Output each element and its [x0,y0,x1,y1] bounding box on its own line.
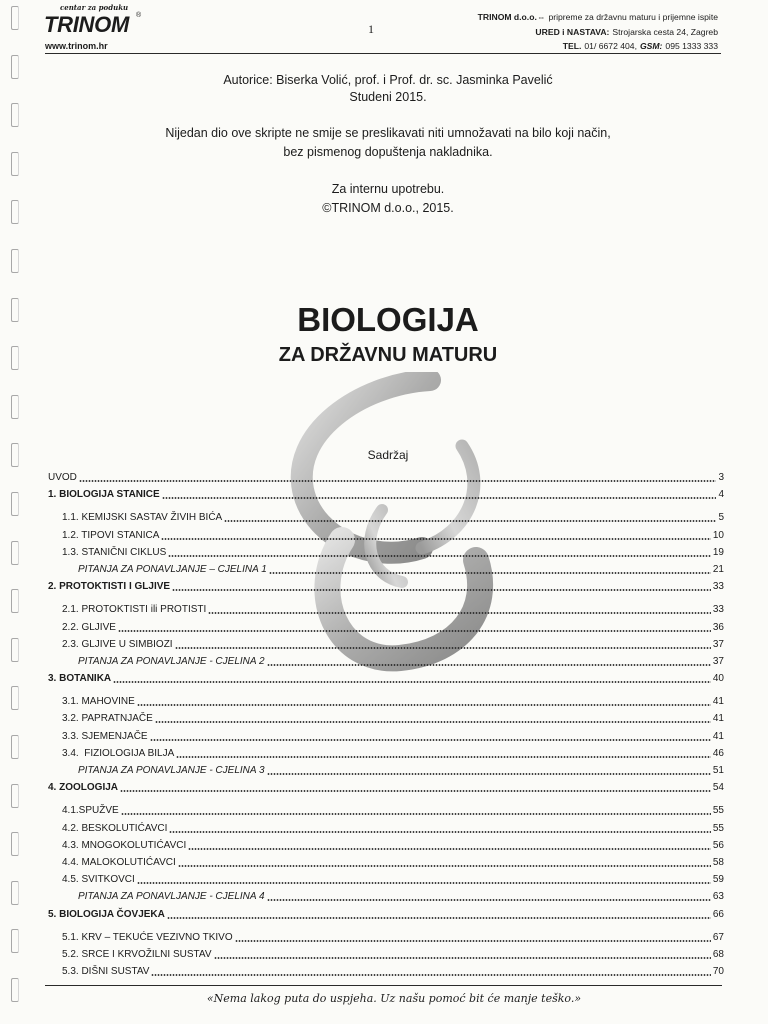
toc-chapter-5 [48,906,724,923]
company-info-line-2 [478,25,718,40]
dot-leader [208,601,711,618]
toc-chapter-1 [48,486,724,503]
copyright-notice-line-1: Nijedan dio ove skripte ne smije se preslikavati niti umnožavati na bilo koji način, [165,126,611,140]
tel-number: 01/ 6672 404, [584,41,637,51]
toc-section-3-1 [48,693,724,710]
toc-section-5-1 [48,929,724,946]
dot-leader [155,710,711,727]
toc-entry-page: 59 [712,874,724,886]
dot-leader [150,728,711,745]
toc-entry-page: 46 [712,747,724,759]
dot-leader [267,762,711,779]
registered-mark: ® [136,12,142,19]
toc-review-3 [48,762,724,779]
binding-hole [11,638,19,662]
toc-entry-label: 3. BOTANIKA [48,673,112,685]
toc-section-3-2 [48,710,724,727]
dot-leader [137,871,711,888]
toc-section-3-4 [48,745,724,762]
binding-hole [11,881,19,905]
toc-entry-label: 1.2. TIPOVI STANICA [62,529,160,541]
toc-section-2-2 [48,619,724,636]
dot-leader [167,906,711,923]
document-title: BIOLOGIJA [297,301,479,338]
trinom-logo [0,0,160,54]
toc-entry-label: 1. BIOLOGIJA STANICE [48,489,160,501]
toc-entry-page: 58 [712,856,724,868]
toc-section-2-1 [48,601,724,618]
toc-entry-page: 37 [712,638,724,650]
toc-entry-page: 51 [712,765,724,776]
toc-entry-label: 3.4. FIZIOLOGIJA BILJA [62,747,175,759]
toc-entry-label: 2. PROTOKTISTI I GLJIVE [48,581,171,593]
toc-entry-page: 33 [712,604,724,616]
toc-entry-label: 4.1.SPUŽVE [62,805,119,817]
toc-entry-page: 63 [712,891,724,903]
company-info-line-3 [478,39,718,54]
toc-entry-label: 3.1. MAHOVINE [62,696,135,708]
binding-hole [11,735,19,759]
toc-entry-label: 5. BIOLOGIJA ČOVJEKA [48,908,165,920]
footer-motto: «Nema lakog puta do uspjeha. Uz našu pomoć bit će manje teško.» [206,992,582,1005]
dot-leader [269,561,711,578]
logo-tagline: centar za poduku [60,3,129,12]
toc-entry-page: 41 [712,730,724,742]
toc-chapter-2 [48,578,724,595]
binding-hole [11,686,19,710]
dot-leader [118,619,711,636]
table-of-contents [48,469,724,980]
internal-use-note: Za internu upotrebu. [331,182,445,196]
dot-leader [162,486,717,503]
document-subtitle: ZA DRŽAVNU MATURU [278,344,498,366]
binding-hole [11,492,19,516]
toc-heading: Sadržaj [367,448,409,462]
gsm-number: 095 1333 333 [665,41,718,51]
dot-leader [151,963,710,980]
toc-entry-page: 37 [712,655,724,667]
office-label: URED i NASTAVA: [535,26,610,37]
toc-entry-page: 67 [712,931,724,943]
toc-section-5-3 [48,963,724,980]
toc-section-5-2 [48,946,724,963]
toc-entry-label: PITANJA ZA PONAVLJANJE - CJELINA 2 [78,655,265,667]
dot-leader [267,888,711,905]
page-number: 1 [368,22,374,36]
dot-leader [169,820,710,837]
toc-entry-page: 3 [718,472,724,483]
toc-review-2 [48,653,724,670]
header-divider [45,53,721,54]
toc-entry-label: 5.2. SRCE I KRVOŽILNI SUSTAV [62,948,212,960]
toc-entry-label: 1.3. STANIČNI CIKLUS [62,546,167,558]
toc-section-1-2 [48,527,724,544]
dot-leader [188,837,711,854]
toc-entry-page: 5 [718,512,724,524]
gsm-label: GSM: [639,41,663,51]
toc-chapter-3 [48,670,724,687]
toc-entry-page: 21 [712,563,724,575]
binding-hole [11,978,19,1002]
toc-entry-page: 68 [712,948,724,960]
toc-entry-label: 3.2. PAPRATNJAČE [62,713,153,725]
binding-hole [11,541,19,565]
toc-entry-page: 10 [712,529,724,541]
company-services: pripreme za državnu maturu i prijemne ispite [548,12,718,22]
toc-entry-label: 4.2. BESKOLUTIĆAVCI [62,822,168,834]
toc-section-4-1 [48,802,724,819]
toc-section-4-2 [48,820,724,837]
dot-leader [79,469,717,486]
toc-entry-label: 4.5. SVITKOVCI [62,874,135,886]
dot-leader [235,929,711,946]
dot-leader [224,509,716,526]
toc-section-4-5 [48,871,724,888]
toc-entry-label: PITANJA ZA PONAVLJANJE – CJELINA 1 [78,563,267,575]
dot-leader [267,653,711,670]
toc-entry-label: 4.3. MNOGOKOLUTIĆAVCI [62,839,187,851]
dot-leader [168,544,711,561]
binding-hole [11,395,19,419]
publication-date: Studeni 2015. [349,90,427,104]
toc-entry-page: 55 [712,805,724,817]
toc-entry-label: 5.3. DIŠNI SUSTAV [62,966,150,978]
toc-entry-page: 54 [712,782,724,794]
dot-leader [178,854,711,871]
binding-hole [11,589,19,613]
dot-leader [175,636,711,653]
toc-entry-label: 2.1. PROTOKTISTI ili PROTISTI [62,604,207,616]
binding-hole [11,784,19,808]
dot-leader [214,946,711,963]
dot-leader [113,670,711,687]
toc-entry-label: 4. ZOOLOGIJA [48,782,119,794]
toc-entry-page: 66 [712,908,724,920]
toc-review-4 [48,888,724,905]
toc-section-1-1 [48,509,724,526]
binding-hole [11,929,19,953]
binding-hole [11,249,19,273]
toc-section-2-3 [48,636,724,653]
toc-entry-page: 40 [712,673,724,685]
logo-wordmark: TRINOM [44,12,129,37]
toc-entry-label: 2.3. GLJIVE U SIMBIOZI [62,638,173,650]
toc-entry-page: 33 [712,581,724,593]
toc-entry-page: 55 [712,822,724,834]
toc-section-4-3 [48,837,724,854]
toc-entry-page: 56 [712,839,724,851]
toc-chapter-4 [48,779,724,796]
company-name: TRINOM d.o.o. [477,12,537,22]
website-link[interactable]: www.trinom.hr [45,41,108,51]
toc-entry-label: 5.1. KRV – TEKUĆE VEZIVNO TKIVO [62,931,233,943]
toc-entry-label: 2.2. GLJIVE [62,621,116,633]
toc-entry-label: 3.3. SJEMENJAČE [62,730,148,742]
toc-entry-page: 36 [712,621,724,633]
toc-review-1 [48,561,724,578]
toc-entry-label: PITANJA ZA PONAVLJANJE - CJELINA 4 [78,891,265,903]
toc-entry-label: PITANJA ZA PONAVLJANJE - CJELINA 3 [78,765,265,776]
toc-section-3-3 [48,728,724,745]
dot-leader [161,527,710,544]
footer-divider [45,985,722,986]
toc-entry-page: 70 [712,966,724,978]
toc-entry-label: UVOD [48,472,77,483]
tel-label: TEL. [562,41,582,51]
toc-entry-uvod [48,469,724,486]
company-info [478,10,718,54]
dot-leader [120,779,711,796]
toc-entry-page: 41 [712,696,724,708]
toc-entry-page: 4 [718,489,724,501]
toc-entry-page: 19 [712,546,724,558]
toc-entry-page: 41 [712,713,724,725]
copyright-line: ©TRINOM d.o.o., 2015. [322,201,454,215]
dot-leader [176,745,711,762]
binding-hole [11,832,19,856]
dot-leader [172,578,711,595]
company-info-line-1 [478,10,718,25]
toc-entry-label: 4.4. MALOKOLUTIĆAVCI [62,856,176,868]
dot-leader [137,693,711,710]
authors-line: Autorice: Biserka Volić, prof. i Prof. dr. sc. Jasminka Pavelić [223,73,553,87]
toc-entry-label: 1.1. KEMIJSKI SASTAV ŽIVIH BIĆA [62,512,223,524]
double-arrow-icon: ⇔ [536,12,546,22]
office-address: Strojarska cesta 24, Zagreb [612,26,718,37]
toc-section-1-3 [48,544,724,561]
copyright-notice-line-2: bez pismenog dopuštenja nakladnika. [283,145,493,159]
toc-section-4-4 [48,854,724,871]
dot-leader [121,802,711,819]
